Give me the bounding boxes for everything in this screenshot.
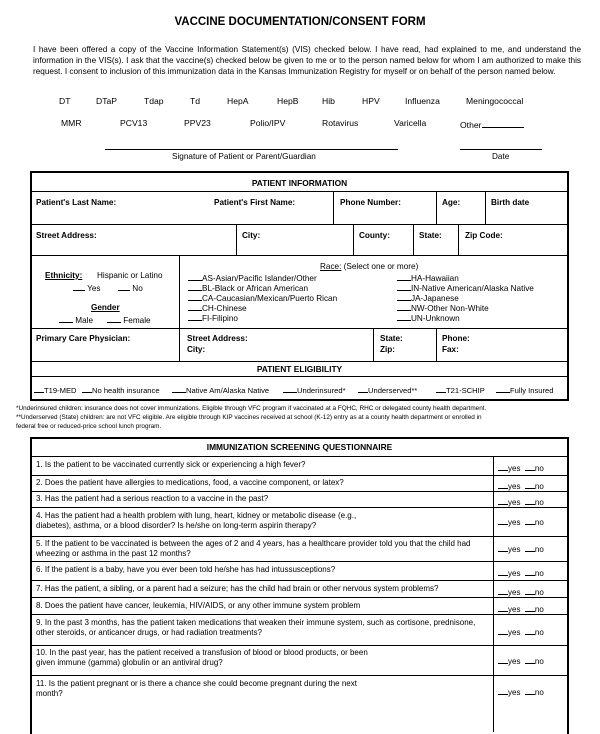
- answer-6[interactable]: yes no: [498, 567, 544, 578]
- hispanic-label: Hispanic or Latino: [97, 271, 163, 280]
- underserved-note-cont: federal free or reduced-price school lunch program.: [16, 423, 162, 430]
- birth-date-field[interactable]: Birth date: [491, 198, 530, 207]
- question-7: 7. Has the patient, a sibling, or a parent had a seizure; has the child had brain or other nervous system problems?: [36, 584, 439, 593]
- question-11: 11. Is the patient pregnant or is there a chance she could become pregnant during the next month?: [36, 679, 357, 698]
- eligibility-t21-schip[interactable]: T21-SCHIP: [436, 384, 485, 395]
- race-heading: Race: (Select one or more): [320, 262, 419, 271]
- answer-2[interactable]: yes no: [498, 480, 544, 491]
- form-title: VACCINE DOCUMENTATION/CONSENT FORM: [174, 16, 426, 28]
- eligibility-no-health-insurance[interactable]: No health insurance: [82, 384, 160, 395]
- question-5: 5. If the patient to be vaccinated is between the ages of 2 and 4 years, has a healthcare provider told you that the child had wheezing or asthma in the past 12 months?: [36, 539, 471, 558]
- age-field[interactable]: Age:: [442, 198, 461, 207]
- question-4: 4. Has the patient had a health problem with lung, heart, kidney or metabolic disease (e.g., diabetes), asthma, or a blood disorder? Is he/she on long-term aspirin therapy?: [36, 511, 357, 530]
- vaccine-dtap[interactable]: DTaP: [96, 96, 118, 106]
- vaccine-td[interactable]: Td: [190, 96, 201, 106]
- answer-1[interactable]: yes no: [498, 462, 544, 473]
- question-3: 3. Has the patient had a serious reaction to a vaccine in the past?: [36, 494, 269, 503]
- physician-city-field[interactable]: City:: [187, 345, 206, 354]
- vaccine-hpv[interactable]: HPV: [362, 96, 380, 106]
- phone-number-field[interactable]: Phone Number:: [340, 198, 401, 207]
- vaccine-other-label: Other: [460, 120, 482, 130]
- vaccine-influenza[interactable]: Influenza: [405, 96, 440, 106]
- vaccine-hepa[interactable]: HepA: [227, 96, 249, 106]
- county-field[interactable]: County:: [359, 231, 390, 240]
- gender-label: Gender: [91, 303, 120, 312]
- answer-3[interactable]: yes no: [498, 496, 544, 507]
- race-option-chinese[interactable]: CH-Chinese: [188, 302, 247, 313]
- state-field[interactable]: State:: [419, 231, 442, 240]
- underserved-note: **Underserved (State) children: are not VFC eligible. Are eligible through KIP vaccines received at school (K-12) entry as at a county health department or enrolled in: [16, 414, 482, 421]
- consent-statement: I have been offered a copy of the Vaccine Information Statement(s) (VIS) checked below. I have read, had explained to me, and understand the information in the VIS(s). I ask that the vaccine(s) checked below be given to me or to the person named below for whom I am authorized to make this request. I consent to inclusion of this immunization data in the Kansas Immunization Registry for myself or on behalf of the person named below.: [33, 45, 581, 76]
- gender-female-option[interactable]: Female: [107, 314, 151, 325]
- physician-fax-field[interactable]: Fax:: [442, 345, 459, 354]
- physician-street-field[interactable]: Street Address:: [187, 334, 248, 343]
- ethnicity-yes-option[interactable]: Yes: [73, 282, 101, 293]
- vaccine-tdap[interactable]: Tdap: [144, 96, 164, 106]
- street-address-field[interactable]: Street Address:: [36, 231, 97, 240]
- eligibility-native-am[interactable]: Native Am/Alaska Native: [172, 384, 269, 395]
- last-name-field[interactable]: Patient's Last Name:: [36, 198, 117, 207]
- race-option-asian[interactable]: AS-Asian/Pacific Islander/Other: [188, 272, 317, 283]
- vaccine-other-blank[interactable]: [482, 118, 524, 128]
- physician-phone-field[interactable]: Phone:: [442, 334, 470, 343]
- primary-care-physician-field[interactable]: Primary Care Physician:: [36, 334, 131, 343]
- vaccine-hepb[interactable]: HepB: [277, 96, 299, 106]
- underinsured-note: *Underinsured children: insurance does not cover immunizations. Eligible through VFC program if vaccinated at a FQHC, RHC or delegated county health department.: [16, 405, 487, 412]
- answer-10[interactable]: yes no: [498, 655, 544, 666]
- ethnicity-no-option[interactable]: No: [118, 282, 143, 293]
- question-9: 9. In the past 3 months, has the patient taken medications that weaken their immune system, such as cortisone, prednisone, other steroids, or anticancer drugs, or had radiation treatments?: [36, 618, 476, 637]
- answer-7[interactable]: yes no: [498, 586, 544, 597]
- race-option-hawaiian[interactable]: HA-Hawaiian: [397, 272, 459, 283]
- signature-line[interactable]: [105, 149, 398, 150]
- date-line[interactable]: [460, 149, 542, 150]
- gender-male-option[interactable]: Male: [59, 314, 93, 325]
- vaccine-hib[interactable]: Hib: [322, 96, 335, 106]
- physician-state-field[interactable]: State:: [380, 334, 403, 343]
- race-option-japanese[interactable]: JA-Japanese: [397, 292, 459, 303]
- race-option-filipino[interactable]: FI-Filipino: [188, 312, 238, 323]
- question-1: 1. Is the patient to be vaccinated currently sick or experiencing a high fever?: [36, 460, 306, 469]
- city-field[interactable]: City:: [242, 231, 261, 240]
- question-6: 6. If the patient is a baby, have you ever been told he/she has had intussusceptions?: [36, 565, 336, 574]
- vaccine-ppv23[interactable]: PPV23: [184, 118, 211, 128]
- vaccine-other[interactable]: [460, 118, 524, 130]
- patient-eligibility-header: PATIENT ELIGIBILITY: [256, 364, 343, 374]
- date-label: Date: [492, 152, 510, 161]
- questionnaire-header: IMMUNIZATION SCREENING QUESTIONNAIRE: [206, 442, 393, 452]
- question-10: 10. In the past year, has the patient received a transfusion of blood or blood products, or been given immune (gamma) globulin or an antiviral drug?: [36, 648, 368, 667]
- eligibility-underinsured[interactable]: Underinsured*: [283, 384, 346, 395]
- vaccine-mmr[interactable]: MMR: [61, 118, 82, 128]
- eligibility-underserved[interactable]: Underserved**: [358, 384, 417, 395]
- vaccine-varicella[interactable]: Varicella: [394, 118, 427, 128]
- eligibility-fully-insured[interactable]: Fully Insured: [496, 384, 553, 395]
- race-option-native-american[interactable]: IN-Native American/Alaska Native: [397, 282, 534, 293]
- patient-information-header: PATIENT INFORMATION: [251, 178, 348, 188]
- vaccine-dt[interactable]: DT: [59, 96, 71, 106]
- answer-4[interactable]: yes no: [498, 516, 544, 527]
- race-option-other-nonwhite[interactable]: NW-Other Non-White: [397, 302, 489, 313]
- question-2: 2. Does the patient have allergies to medications, food, a vaccine component, or latex?: [36, 478, 344, 487]
- zip-code-field[interactable]: Zip Code:: [465, 231, 503, 240]
- answer-8[interactable]: yes no: [498, 603, 544, 614]
- question-8: 8. Does the patient have cancer, leukemia, HIV/AIDS, or any other immune system problem: [36, 601, 361, 610]
- ethnicity-label: Ethnicity:: [45, 271, 83, 280]
- first-name-field[interactable]: Patient's First Name:: [214, 198, 296, 207]
- answer-11[interactable]: yes no: [498, 686, 544, 697]
- vaccine-polio-ipv[interactable]: Polio/IPV: [250, 118, 286, 128]
- physician-zip-field[interactable]: Zip:: [380, 345, 396, 354]
- race-option-unknown[interactable]: UN-Unknown: [397, 312, 460, 323]
- vaccine-meningococcal[interactable]: Meningococcal: [466, 96, 524, 106]
- vaccine-pcv13[interactable]: PCV13: [120, 118, 148, 128]
- answer-9[interactable]: yes no: [498, 626, 544, 637]
- eligibility-t19-med[interactable]: T19-MED: [34, 384, 77, 395]
- race-option-black[interactable]: BL-Black or African American: [188, 282, 308, 293]
- signature-label: Signature of Patient or Parent/Guardian: [172, 152, 316, 161]
- race-option-caucasian[interactable]: CA-Caucasian/Mexican/Puerto Rican: [188, 292, 337, 303]
- answer-5[interactable]: yes no: [498, 543, 544, 554]
- vaccine-rotavirus[interactable]: Rotavirus: [322, 118, 359, 128]
